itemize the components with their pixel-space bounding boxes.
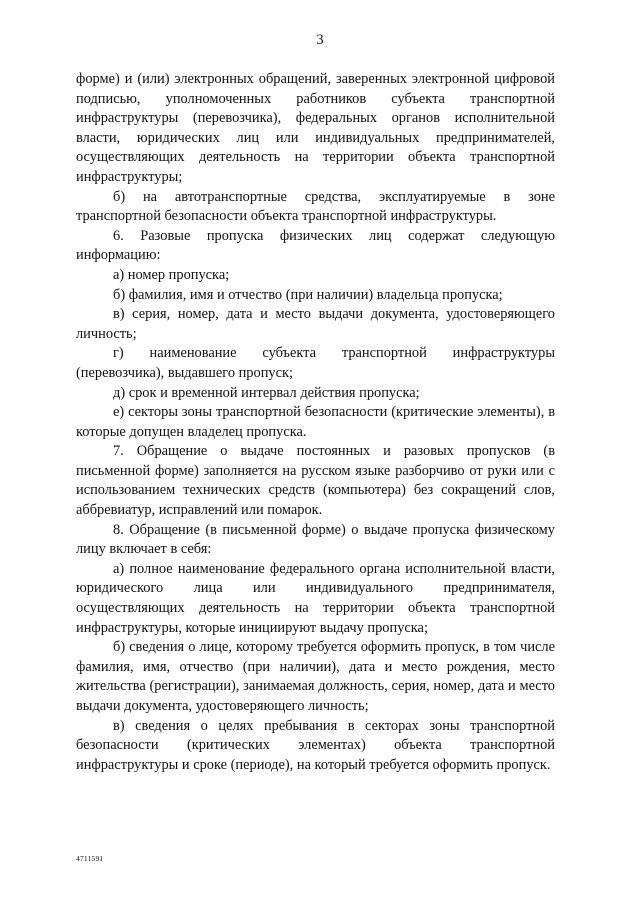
list-item-e-sectors: е) секторы зоны транспортной безопасности (критические элементы), в которые допущен владелец пропуска. (76, 404, 555, 440)
document-body (76, 70, 555, 775)
list-item-b-person-details: б) сведения о лице, которому требуется оформить пропуск, в том числе фамилия, имя, отчество (при наличии), дата и место рождения, место жительства (регистрации), занимаемая должность, серия, номер, дата и место выдачи документа, удостоверяющего личность; (76, 639, 555, 714)
list-item-v-identity-document: в) серия, номер, дата и место выдачи документа, удостоверяющего личность; (76, 306, 555, 342)
list-item-v-purpose: в) сведения о целях пребывания в секторах зоны транспортной безопасности (критических элементах) объекта транспортной инфраструктуры и сроке (периоде), на который требуется оформить пропуск. (76, 717, 555, 773)
document-code: 4711591 (76, 854, 104, 863)
list-item-b-owner-name: б) фамилия, имя и отчество (при наличии) владельца пропуска; (113, 286, 503, 303)
list-item-a-organization: а) полное наименование федерального органа исполнительной власти, юридического лица или индивидуального предпринимателя, осуществляющих деятельность на территории объекта транспортной инфраструктуры, которые инициируют выдачу пропуска; (76, 560, 555, 636)
paragraph-6: 6. Разовые пропуска физических лиц содержат следующую информацию: (76, 227, 555, 264)
paragraph-continuation: форме) и (или) электронных обращений, заверенных электронной цифровой подписью, уполномоченных работников субъекта транспортной инфраструктуры (перевозчика), федеральных органов исполнительной власти, юридических лиц или индивидуальных предпринимателей, осуществляющих деятельность на территории объекта транспортной инфраструктуры; (76, 71, 555, 185)
paragraph-item-b-vehicles: б) на автотранспортные средства, эксплуатируемые в зоне транспортной безопасности объекта транспортной инфраструктуры. (76, 188, 555, 225)
list-item-a-pass-number: а) номер пропуска; (113, 266, 230, 283)
list-item-d-validity: д) срок и временной интервал действия пропуска; (113, 384, 420, 401)
paragraph-7: 7. Обращение о выдаче постоянных и разовых пропусков (в письменной форме) заполняется на русском языке разборчиво от руки или с использованием технических средств (компьютера) без сокращений слов, аббревиатур, исправлений или помарок. (76, 443, 555, 519)
paragraph-8: 8. Обращение (в письменной форме) о выдаче пропуска физическому лицу включает в себя: (76, 521, 555, 558)
list-item-g-issuer: г) наименование субъекта транспортной инфраструктуры (перевозчика), выдавшего пропуск; (76, 345, 555, 381)
page-number: 3 (316, 32, 324, 48)
